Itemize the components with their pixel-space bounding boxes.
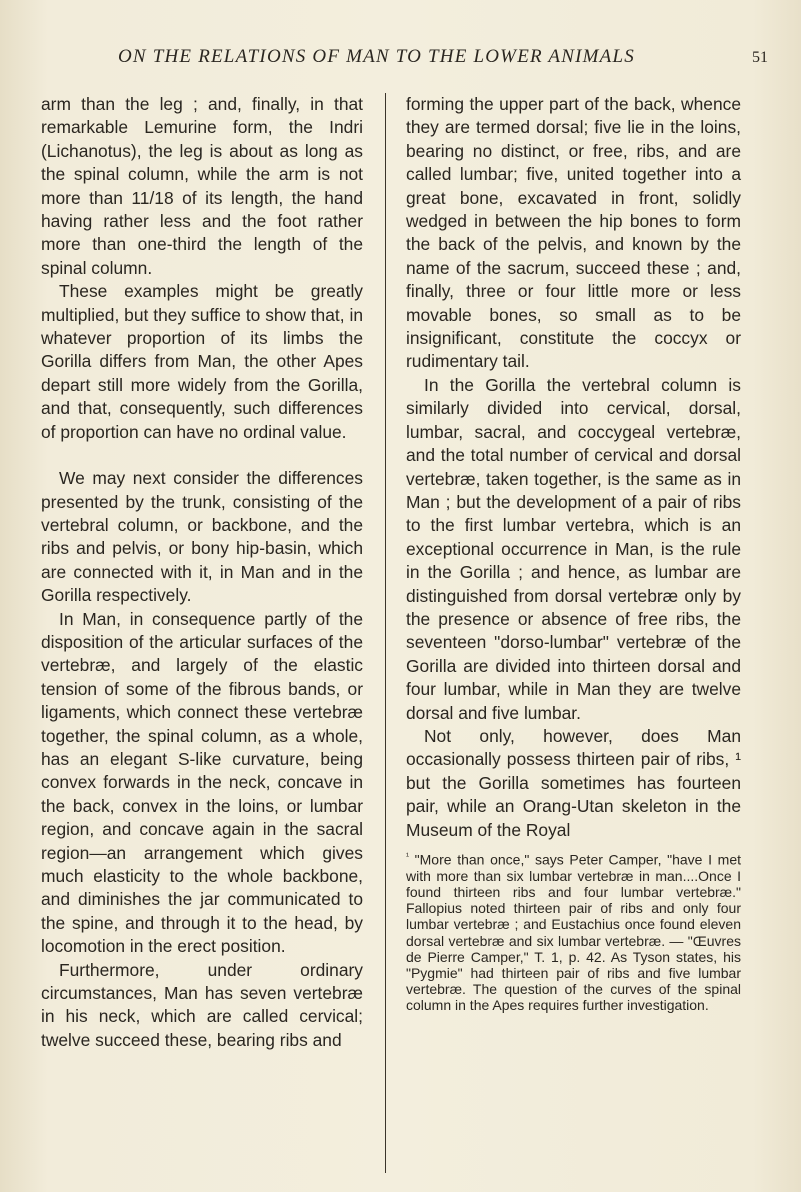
left-column bbox=[41, 93, 363, 1052]
footnote-marker: ¹ bbox=[406, 851, 409, 861]
footnote bbox=[406, 848, 741, 1014]
left-paragraph-3: We may next consider the differences presented by the trunk, consisting of the vertebral column, or backbone, and the ribs and pelvis, or bony hip-basin, which are connected with it, in Man and in the Gorilla respectively. bbox=[41, 468, 363, 606]
left-paragraph-1: arm than the leg ; and, finally, in that remarkable Lemurine form, the Indri (Lichanotus), the leg is about as long as the spinal column, while the arm is not more than 11/18 of its length, the hand having rather less and the foot rather more than one-third the length of the spinal column. bbox=[41, 94, 363, 278]
right-paragraph-1: forming the upper part of the back, whence they are termed dorsal; five lie in the loins, bearing no distinct, or free, ribs, and are called lumbar; five, united together into a great bone, excavated in front, solidly wedged in between the hip bones to form the back of the pelvis, and known by the name of the sacrum, succeed these ; and, finally, three or four little more or less movable bones, so small as to be insignificant, constitute the coccyx or rudimentary tail. bbox=[406, 94, 741, 372]
right-column bbox=[406, 93, 741, 1014]
right-paragraph-2: In the Gorilla the vertebral column is similarly divided into cervical, dorsal, lumbar, sacral, and coccygeal vertebræ, and the total number of cervical and dorsal vertebræ, taken together, is the same as in Man ; but the development of a pair of ribs to the first lumbar vertebra, which is an exceptional occurrence in Man, is the rule in the Gorilla ; and hence, as lumbar are distinguished from dorsal vertebræ only by the presence or absence of free ribs, the seventeen "dorso-lumbar" vertebræ of the Gorilla are divided into thirteen dorsal and four lumbar, while in Man they are twelve dorsal and five lumbar. bbox=[406, 374, 741, 723]
left-paragraph-5: Furthermore, under ordinary circumstances, Man has seven vertebræ in his neck, which are called cervical; twelve succeed these, bearing ribs and bbox=[41, 959, 363, 1050]
left-paragraph-4: In Man, in consequence partly of the disposition of the articular surfaces of the vertebræ, and largely of the elastic tension of some of the fibrous bands, or ligaments, which connect these vertebræ together, the spinal column, as a whole, has an elegant S-like curvature, being convex forwards in the neck, concave in the back, convex in the loins, or lumbar region, and concave again in the sacral region—an arrangement which gives much elasticity to the whole backbone, and diminishes the jar communicated to the spine, and through it to the head, by locomotion in the erect position. bbox=[41, 608, 363, 957]
right-paragraph-3: Not only, however, does Man occasionally possess thirteen pair of ribs, ¹ but the Gorilla sometimes has fourteen pair, while an Orang-Utan skeleton in the Museum of the Royal bbox=[406, 725, 741, 840]
left-paragraph-2: These examples might be greatly multiplied, but they suffice to show that, in whatever proportion of its limbs the Gorilla differs from Man, the other Apes depart still more widely from the Gorilla, and that, consequently, such differences of proportion can have no ordinal value. bbox=[41, 281, 363, 442]
running-title: ON THE RELATIONS OF MAN TO THE LOWER ANIMALS bbox=[118, 46, 635, 67]
column-divider bbox=[385, 93, 386, 1173]
page-number: 51 bbox=[752, 49, 768, 66]
footnote-text: "More than once," says Peter Camper, "have I met with more than six lumbar vertebræ in man....Once I found thirteen ribs and four lumbar vertebræ." Fallopius noted thirteen pair of ribs and only four lumbar vertebræ ; and Eustachius once found eleven dorsal vertebræ and six lumbar vertebræ. — "Œuvres de Pierre Camper," T. 1, p. 42. As Tyson states, his "Pygmie" had thirteen pair of ribs and five lumbar vertebræ. The question of the curves of the spinal column in the Apes requires further investigation. bbox=[406, 851, 742, 1014]
